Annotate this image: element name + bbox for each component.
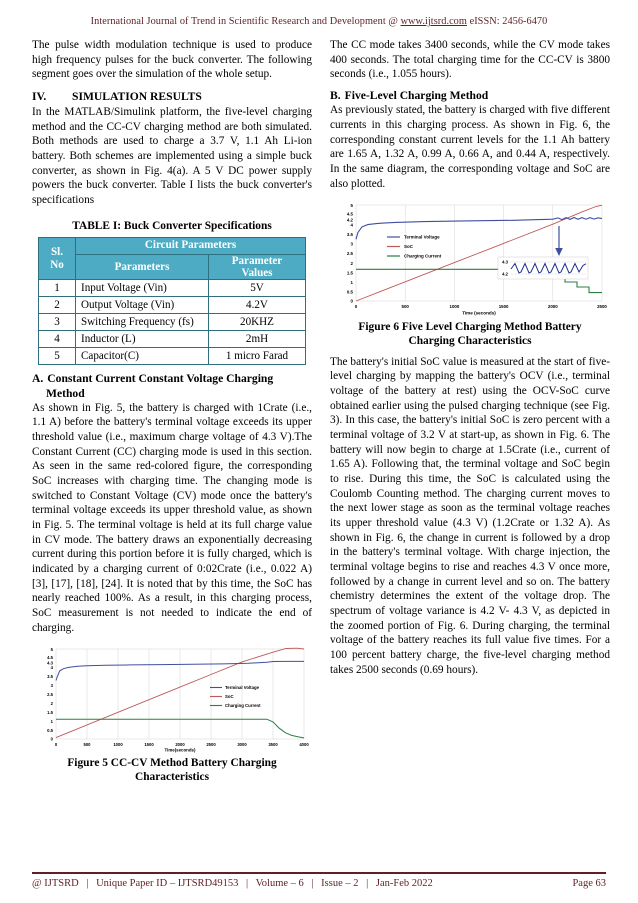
svg-text:4.2: 4.2 xyxy=(346,217,353,223)
subsection-a-title: Constant Current Constant Voltage Charging Method xyxy=(46,372,274,400)
figure-6-caption-line1: Figure 6 Five Level Charging Method Battery xyxy=(358,321,582,334)
row-index: 5 xyxy=(39,348,76,365)
footer-issue: Issue – 2 xyxy=(321,878,359,889)
table-header-values-line2: Values xyxy=(241,267,273,280)
table-body xyxy=(39,280,306,365)
table-header-circuit-parameters: Circuit Parameters xyxy=(76,237,306,254)
svg-text:0.5: 0.5 xyxy=(47,728,53,734)
intro-paragraph: The pulse width modulation technique is used to produce high frequency pulses for the buck converter. The following segment goes over the simulation of the whole setup. xyxy=(32,39,312,81)
svg-text:4000: 4000 xyxy=(299,742,309,748)
footer-volume: Volume – 6 xyxy=(255,878,304,889)
footer-separator: | xyxy=(366,878,369,889)
footer-journal: @ IJTSRD xyxy=(32,878,79,889)
right-column xyxy=(330,38,610,848)
svg-text:4: 4 xyxy=(50,665,53,671)
figure-6-svg xyxy=(330,199,610,319)
x-axis-label: Time (seconds) xyxy=(462,310,496,316)
footer-divider xyxy=(32,872,606,874)
row-value: 2mH xyxy=(209,331,306,348)
subsection-a-paragraph: As shown in Fig. 5, the battery is charged with 1Crate (i.e., 1.1 A) before the battery's terminal voltage exceeds its upper threshold value (i.e., maximum charge voltage of 4.3 V).The Constant Current (CC) charging mode is used in this section. As seen in the same red-colored figure, the corresponding SoC increases with charging time. The changing mode is switched to Constant Voltage (CV) mode once the battery's terminal voltage exceeds its upper threshold value, as shown in Fig. 5. The terminal voltage is held at its full charge value in CV mode. The battery draws an exponentially decreasing current during this portion before it is fully charged, which is indicated by a charging current of 0:02Crate (i.e., 0.022 A) [3], [17], [18], [24]. It is noted that by this time, the SoC has nearly reached 100%. As a result, in this charging process, SoC measurement is not needed to indicate the end of charging. xyxy=(32,401,312,634)
row-parameter: Inductor (L) xyxy=(76,331,209,348)
subsection-heading-b xyxy=(330,89,610,103)
svg-text:4.5: 4.5 xyxy=(47,655,53,661)
table-head xyxy=(39,237,306,280)
subsection-a-label: A. xyxy=(32,372,44,386)
inset-label-top: 4.3 xyxy=(502,259,508,265)
table-row xyxy=(39,348,306,365)
footer-paper-id: Unique Paper ID – IJTSRD49153 xyxy=(96,878,239,889)
table-header-row-1 xyxy=(39,237,306,254)
svg-text:1000: 1000 xyxy=(449,304,460,310)
svg-text:2000: 2000 xyxy=(175,742,185,748)
article-body xyxy=(32,38,610,848)
figure-5-chart xyxy=(32,643,312,755)
table-header-row-2 xyxy=(39,254,306,280)
row-parameter: Switching Frequency (fs) xyxy=(76,314,209,331)
table-row xyxy=(39,280,306,297)
left-column xyxy=(32,38,312,848)
section-number: IV. xyxy=(32,90,47,104)
svg-text:0: 0 xyxy=(354,304,358,310)
svg-text:2500: 2500 xyxy=(206,742,216,748)
svg-text:2: 2 xyxy=(50,701,53,707)
table-header-sl-line2: No xyxy=(50,258,64,271)
footer-page-number: Page 63 xyxy=(572,878,606,889)
row-index: 4 xyxy=(39,331,76,348)
footer-separator: | xyxy=(246,878,249,889)
section-heading-simulation-results xyxy=(32,89,312,104)
table-row xyxy=(39,297,306,314)
svg-text:3: 3 xyxy=(50,683,53,689)
figure-5-caption xyxy=(32,757,312,784)
subsection-heading-a xyxy=(32,372,312,400)
figure-6-zoom-inset xyxy=(498,257,588,279)
svg-text:4: 4 xyxy=(350,222,353,228)
running-head-suffix: eISSN: 2456-6470 xyxy=(466,16,548,27)
running-head xyxy=(0,16,638,27)
table-header-parameters: Parameters xyxy=(76,254,209,280)
subsection-b-label: B. xyxy=(330,89,341,103)
legend-label-terminal-voltage: Terminal Voltage xyxy=(404,234,440,240)
table-header-values-line1: Parameter xyxy=(231,254,283,267)
figure-5-svg xyxy=(32,643,312,755)
svg-text:2.5: 2.5 xyxy=(47,692,53,698)
row-index: 3 xyxy=(39,314,76,331)
svg-text:1.5: 1.5 xyxy=(47,710,53,716)
chart-background xyxy=(32,643,312,755)
right-paragraph-1: The CC mode takes 3400 seconds, while the CV mode takes 400 seconds. The total charging time for the CC-CV is 3800 seconds (i.e., 1.055 hours). xyxy=(330,39,610,81)
row-parameter: Input Voltage (Vin) xyxy=(76,280,209,297)
svg-text:3000: 3000 xyxy=(237,742,247,748)
svg-text:5: 5 xyxy=(350,203,353,209)
table-title: TABLE I: Buck Converter Specifications xyxy=(72,219,272,232)
svg-text:4.3: 4.3 xyxy=(47,660,53,666)
svg-text:3: 3 xyxy=(350,241,353,247)
section-title: SIMULATION RESULTS xyxy=(72,90,202,104)
svg-text:500: 500 xyxy=(401,304,409,310)
svg-text:0: 0 xyxy=(50,736,53,742)
legend-label-soc: SoC xyxy=(404,244,413,250)
svg-text:500: 500 xyxy=(83,742,91,748)
svg-text:2.5: 2.5 xyxy=(346,251,353,257)
row-value: 4.2V xyxy=(209,297,306,314)
legend-label-charging-current: Charging Current xyxy=(225,703,261,709)
section-paragraph: In the MATLAB/Simulink platform, the five-level charging method and the CC-CV charging method are both simulated. Both methods are used to charge a 3.7 V, 1.1 Ah Li-ion battery. Both schemes are implemented using a simple buck converter, as shown in Fig. 4(a). A 5 V DC power supply powers the buck converter. Table I lists the buck converter's specifications xyxy=(32,106,312,207)
legend-label-soc: SoC xyxy=(225,694,234,700)
svg-text:1000: 1000 xyxy=(113,742,123,748)
svg-text:3500: 3500 xyxy=(268,742,278,748)
row-parameter: Output Voltage (Vin) xyxy=(76,297,209,314)
subsection-b-title: Five-Level Charging Method xyxy=(344,89,489,103)
figure-5-caption-line2: Characteristics xyxy=(134,771,209,784)
svg-text:1.5: 1.5 xyxy=(346,270,353,276)
svg-text:0.5: 0.5 xyxy=(346,289,353,295)
table-header-sl-line1: Sl. xyxy=(50,246,64,259)
x-axis-label: Time(seconds) xyxy=(164,747,196,753)
svg-text:3.5: 3.5 xyxy=(47,674,53,680)
row-value: 20KHZ xyxy=(209,314,306,331)
row-value: 1 micro Farad xyxy=(209,348,306,365)
table-header-sl-no xyxy=(39,237,76,280)
svg-text:1: 1 xyxy=(50,719,53,725)
y-axis-ticks xyxy=(47,647,53,742)
figure-6-caption-line2: Charging Characteristics xyxy=(408,334,532,347)
svg-text:2000: 2000 xyxy=(547,304,558,310)
footer-left xyxy=(32,878,572,889)
svg-text:5: 5 xyxy=(50,647,53,653)
table-row xyxy=(39,314,306,331)
page-footer xyxy=(32,878,606,889)
footer-date: Jan-Feb 2022 xyxy=(375,878,433,889)
figure-6 xyxy=(330,199,610,348)
svg-text:2500: 2500 xyxy=(597,304,607,310)
buck-converter-specifications-table xyxy=(38,237,306,366)
legend-label-charging-current: Charging Current xyxy=(404,253,442,259)
row-index: 2 xyxy=(39,297,76,314)
journal-url-link[interactable]: www.ijtsrd.com xyxy=(400,16,467,27)
svg-text:1500: 1500 xyxy=(498,304,509,310)
svg-text:1500: 1500 xyxy=(144,742,154,748)
row-value: 5V xyxy=(209,280,306,297)
table-row xyxy=(39,331,306,348)
running-head-prefix: International Journal of Trend in Scientific Research and Development @ xyxy=(90,16,401,27)
figure-6-chart xyxy=(330,199,610,319)
figure-5 xyxy=(32,643,312,784)
inset-label-bottom: 4.2 xyxy=(502,271,508,277)
right-paragraph-2: The battery's initial SoC value is measured at the start of five-level charging by mapping the battery's OCV (i.e., terminal voltage of the battery at rest) using the OCV-SoC curve obtained earlier using the pulsed charging technique (see Fig. 3). In this case, the battery's initial SoC is zero percent with a terminal voltage of 3.2 V at start-up, as shown in Fig. 6. The battery will now begin to charge at 1.5Crate (i.e., current of 1.65 A). Following that, the terminal voltage and SoC begin to rise. During this time, the SoC is calculated using the Coulomb Counting method. The charging current moves to the next lower stage as soon as the terminal voltage reaches its upper threshold value (4.3 V) (1.2Crate or 1.32 A). As shown in Fig. 6, the change in current is followed by a drop in the battery's terminal voltage. With charge injection, the terminal voltage begins to rise and reaches 4.3 V once more, followed by a change in current level and so on. The battery chemistry determines the extent of the voltage drop. The spectrum of voltage variance is 4.2 V- 4.3 V, as depicted in the zoomed portion of Fig. 6. During charging, the terminal voltage of the battery reaches its full value five times. For a 100 percent battery charge, the five-level charging method takes 2500 seconds (0.69 hours). xyxy=(330,355,610,676)
figure-6-caption xyxy=(330,321,610,348)
footer-separator: | xyxy=(311,878,314,889)
footer-separator: | xyxy=(86,878,89,889)
legend-label-terminal-voltage: Terminal Voltage xyxy=(225,685,259,691)
figure-5-caption-line1: Figure 5 CC-CV Method Battery Charging xyxy=(67,757,277,770)
svg-text:2: 2 xyxy=(350,260,353,266)
svg-text:0: 0 xyxy=(350,298,353,304)
svg-text:3.5: 3.5 xyxy=(346,232,353,238)
table-header-parameter-values xyxy=(209,254,306,280)
svg-text:4.5: 4.5 xyxy=(346,211,353,217)
row-parameter: Capacitor(C) xyxy=(76,348,209,365)
subsection-b-paragraph: As previously stated, the battery is charged with five different currents in this charging process. As shown in Fig. 6, the corresponding constant current levels for the 1.1 Ah battery are 1.65 A, 1.32 A, 0.99 A, 0.66 A, and 0.44 A, respectively. In the same diagram, the corresponding voltage and SoC are also plotted. xyxy=(330,104,610,190)
row-index: 1 xyxy=(39,280,76,297)
svg-text:0: 0 xyxy=(54,742,58,748)
svg-text:1: 1 xyxy=(350,280,353,286)
